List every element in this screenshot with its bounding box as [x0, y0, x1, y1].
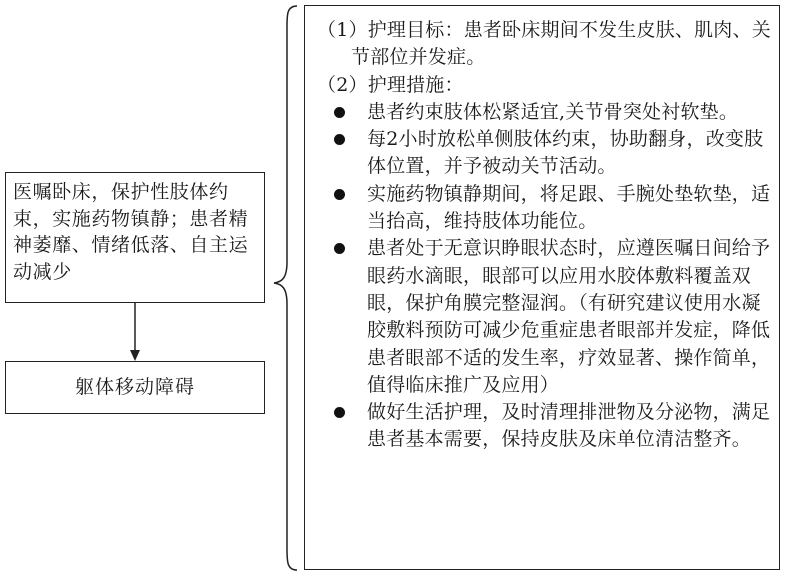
condition-text: 医嘱卧床，保护性肢体约束，实施药物镇静；患者精神萎靡、情绪低落、自主运动减少: [13, 181, 249, 283]
measure-text: 患者约束肢体松紧适宜,关节骨突处衬软垫。: [367, 100, 739, 123]
nursing-diagnosis-text: 躯体移动障碍: [74, 376, 195, 398]
nursing-diagnosis-box: [5, 361, 265, 414]
measure-text: 做好生活护理，及时清理排泄物及分泌物，满足患者基本需要，保持皮肤及床单位清洁整齐。: [367, 401, 771, 451]
nursing-measures-heading: （2）护理措施：: [317, 73, 464, 96]
measure-item: [317, 235, 773, 399]
nursing-plan-box: [304, 5, 780, 570]
condition-box: [5, 172, 265, 303]
bullet-dot-icon: [334, 189, 345, 200]
flow-arrow-head: [130, 350, 140, 361]
bullet-dot-icon: [334, 107, 345, 118]
bullet-dot-icon: [334, 243, 345, 254]
curly-brace: [274, 6, 297, 570]
measure-text: 实施药物镇静期间，将足跟、手腕处垫软垫，适当抬高，维持肢体功能位。: [367, 182, 771, 233]
nursing-goal: （1）护理目标：患者卧床期间不发生皮肤、肌肉、关节部位并发症。: [317, 19, 771, 69]
nursing-measures-list: [317, 99, 773, 454]
bullet-dot-icon: [334, 134, 345, 145]
measure-text: 每2小时放松单侧肢体约束，协助翻身，改变肢体位置，并予被动关节活动。: [367, 128, 764, 178]
measure-item: [317, 99, 773, 126]
measure-item: [317, 126, 773, 181]
measure-item: [317, 181, 773, 236]
measure-item: [317, 399, 773, 454]
measure-text: 患者处于无意识睁眼状态时，应遵医嘱日间给予眼药水滴眼，眼部可以应用水胶体敷料覆盖双眼，保护角膜完整湿润。（有研究建议使用水凝胶敷料预防可减少危重症患者眼部并发症，降低患者眼部不适的发生率，疗效显著、操作简单，值得临床推广及应用）: [367, 237, 771, 396]
bullet-dot-icon: [334, 407, 345, 418]
